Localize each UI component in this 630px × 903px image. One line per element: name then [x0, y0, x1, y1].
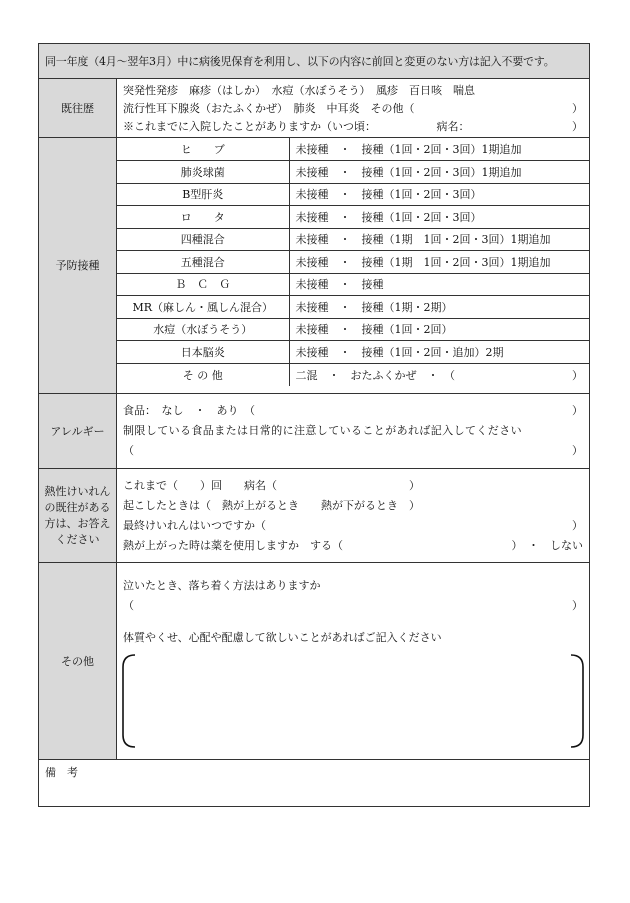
vaccine-status-field[interactable]: 未接種 ・ 接種（1回・2回・3回）: [289, 183, 589, 206]
febrile-last-field[interactable]: 最終けいれんはいつですか（ ）: [123, 519, 583, 532]
allergy-restriction-question: 制限している食品または日常的に注意していることがあれば記入してください: [123, 424, 522, 437]
vaccine-name: 肺炎球菌: [117, 161, 289, 184]
other-calm-question: 泣いたとき、落ち着く方法はありますか: [123, 579, 321, 592]
allergy-restriction-field[interactable]: （ ）: [123, 444, 583, 457]
vaccination-item: [117, 251, 589, 274]
vaccination-item: [117, 363, 589, 386]
other-label: その他: [39, 563, 117, 759]
vaccine-status-field[interactable]: 未接種 ・ 接種（1期 1回・2回・3回）1期追加: [289, 228, 589, 251]
vaccine-status-field[interactable]: 未接種 ・ 接種（1回・2回・3回）1期追加: [289, 161, 589, 184]
febrile-label: 熱性けいれんの既往がある方は、お答えください: [39, 469, 117, 562]
febrile-medicine-field[interactable]: 熱が上がった時は薬を使用しますか する（ ） ・ しない: [123, 539, 583, 552]
other-row: [39, 563, 589, 760]
vaccination-item: [117, 161, 589, 184]
vaccine-name: ロ タ: [117, 206, 289, 229]
vaccine-name: Ｂ Ｃ Ｇ: [117, 273, 289, 296]
vaccine-name: MR（麻しん・風しん混合）: [117, 296, 289, 319]
allergy-label: アレルギー: [39, 394, 117, 468]
health-form: [38, 43, 590, 807]
vaccine-name: B型肝炎: [117, 183, 289, 206]
vaccination-item: [117, 228, 589, 251]
header-note: 同一年度（4月～翌年3月）中に病後児保育を利用し、以下の内容に前回と変更のない方は記入不要です。: [39, 44, 589, 79]
vaccine-status-field[interactable]: 未接種 ・ 接種（1回・2回・3回）: [289, 206, 589, 229]
vaccination-item: [117, 296, 589, 319]
vaccine-status-field[interactable]: 未接種 ・ 接種（1回・2回・3回）1期追加: [289, 138, 589, 161]
concern-writing-area[interactable]: [121, 653, 585, 749]
remarks-row: [39, 760, 589, 806]
vaccination-item: [117, 138, 589, 161]
vaccine-name: そ の 他: [117, 363, 289, 386]
vaccine-name: ヒ ブ: [117, 138, 289, 161]
remarks-label: 備 考: [45, 766, 78, 779]
vaccine-status-field[interactable]: 未接種 ・ 接種（1期 1回・2回・3回）1期追加: [289, 251, 589, 274]
vaccine-status-field[interactable]: 未接種 ・ 接種: [289, 273, 589, 296]
vaccine-status-field[interactable]: 未接種 ・ 接種（1回・2回）: [289, 318, 589, 341]
vaccine-status-field[interactable]: 未接種 ・ 接種（1期・2期）: [289, 296, 589, 319]
vaccination-item: [117, 318, 589, 341]
allergy-row: [39, 394, 589, 469]
vaccination-item: [117, 273, 589, 296]
history-hospital-field[interactable]: ※これまでに入院したことがありますか（いつ頃： 病名： ）: [123, 120, 583, 133]
history-other-field[interactable]: 流行性耳下腺炎（おたふくかぜ） 肺炎 中耳炎 その他（ ）: [123, 102, 583, 115]
febrile-count-field[interactable]: これまで（ ）回 病名（ ）: [123, 479, 420, 492]
vaccine-name: 日本脳炎: [117, 341, 289, 364]
febrile-row: [39, 469, 589, 563]
vaccination-item: [117, 341, 589, 364]
vaccination-item: [117, 183, 589, 206]
history-diseases: 突発性発疹 麻疹（はしか） 水痘（水ぼうそう） 風疹 百日咳 喘息: [123, 84, 475, 97]
vaccination-item: [117, 206, 589, 229]
vaccine-name: 四種混合: [117, 228, 289, 251]
vaccine-status-field[interactable]: 二混 ・ おたふくかぜ ・ （ ）: [295, 368, 583, 382]
history-label: 既往歴: [39, 79, 117, 137]
febrile-timing-field[interactable]: 起こしたときは（ 熱が上がるとき 熱が下がるとき ）: [123, 499, 420, 512]
vaccine-name: 水痘（水ぼうそう）: [117, 318, 289, 341]
allergy-food-field[interactable]: 食品： なし ・ あり （ ）: [123, 404, 583, 417]
other-calm-field[interactable]: （ ）: [123, 599, 583, 612]
vaccination-table: [117, 138, 589, 386]
vaccine-name: 五種混合: [117, 251, 289, 274]
vaccine-status-field[interactable]: 未接種 ・ 接種（1回・2回・追加）2期: [289, 341, 589, 364]
vaccination-row: [39, 138, 589, 394]
vaccination-label: 予防接種: [39, 138, 117, 393]
history-row: [39, 79, 589, 138]
other-concern-question: 体質やくせ、心配や配慮して欲しいことがあればご記入ください: [123, 631, 442, 644]
